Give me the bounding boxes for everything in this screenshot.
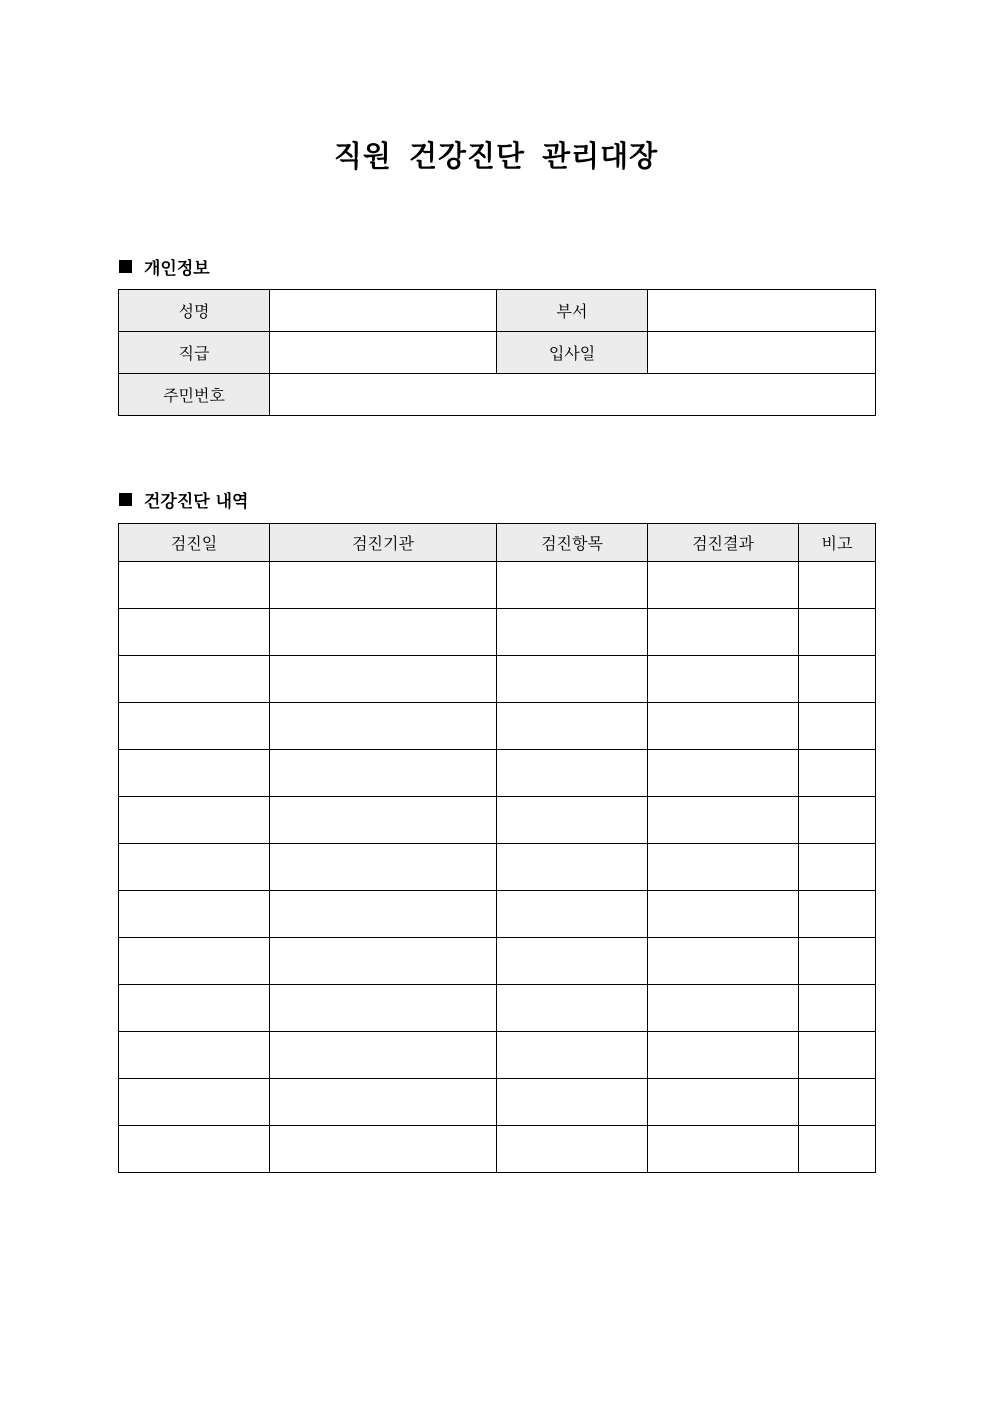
exam-date-cell[interactable] (119, 703, 270, 750)
exam-date-cell[interactable] (119, 750, 270, 797)
column-header-exam-date: 검진일 (119, 524, 270, 562)
column-header-institution: 검진기관 (270, 524, 497, 562)
square-bullet-icon (119, 493, 132, 506)
exam-items-cell[interactable] (497, 703, 648, 750)
institution-cell[interactable] (270, 609, 497, 656)
exam-result-cell[interactable] (648, 562, 799, 609)
exam-result-cell[interactable] (648, 985, 799, 1032)
resident-number-field[interactable] (270, 374, 876, 416)
exam-result-cell[interactable] (648, 938, 799, 985)
health-history-heading-label: 건강진단 내역 (144, 492, 249, 512)
exam-result-cell[interactable] (648, 703, 799, 750)
institution-cell[interactable] (270, 703, 497, 750)
remarks-cell[interactable] (799, 985, 876, 1032)
document-title: 직원 건강진단 관리대장 (333, 139, 659, 173)
exam-items-cell[interactable] (497, 656, 648, 703)
exam-date-cell[interactable] (119, 844, 270, 891)
hire-date-label: 입사일 (497, 332, 648, 374)
remarks-cell[interactable] (799, 891, 876, 938)
column-header-remarks: 비고 (799, 524, 876, 562)
exam-result-cell[interactable] (648, 656, 799, 703)
table-row (119, 844, 876, 891)
table-row (119, 1126, 876, 1173)
institution-cell[interactable] (270, 985, 497, 1032)
exam-date-cell[interactable] (119, 1126, 270, 1173)
name-field[interactable] (270, 290, 497, 332)
institution-cell[interactable] (270, 1079, 497, 1126)
column-header-exam-result: 검진결과 (648, 524, 799, 562)
institution-cell[interactable] (270, 1126, 497, 1173)
exam-result-cell[interactable] (648, 797, 799, 844)
health-history-heading (119, 487, 248, 512)
position-field[interactable] (270, 332, 497, 374)
exam-result-cell[interactable] (648, 1032, 799, 1079)
exam-items-cell[interactable] (497, 609, 648, 656)
square-bullet-icon (119, 260, 132, 273)
table-row (119, 656, 876, 703)
institution-cell[interactable] (270, 562, 497, 609)
institution-cell[interactable] (270, 844, 497, 891)
table-row (119, 1079, 876, 1126)
table-row (119, 891, 876, 938)
hire-date-field[interactable] (648, 332, 876, 374)
exam-date-cell[interactable] (119, 985, 270, 1032)
exam-items-cell[interactable] (497, 1079, 648, 1126)
exam-items-cell[interactable] (497, 1126, 648, 1173)
table-row (119, 562, 876, 609)
remarks-cell[interactable] (799, 1126, 876, 1173)
health-history-table (118, 523, 876, 1173)
position-label: 직급 (119, 332, 270, 374)
table-row (119, 703, 876, 750)
personal-info-heading (119, 254, 210, 279)
remarks-cell[interactable] (799, 656, 876, 703)
personal-info-heading-label: 개인정보 (144, 259, 210, 279)
table-row (119, 750, 876, 797)
exam-result-cell[interactable] (648, 844, 799, 891)
exam-result-cell[interactable] (648, 750, 799, 797)
department-label: 부서 (497, 290, 648, 332)
exam-items-cell[interactable] (497, 797, 648, 844)
table-row (119, 609, 876, 656)
table-row (119, 985, 876, 1032)
exam-items-cell[interactable] (497, 1032, 648, 1079)
exam-items-cell[interactable] (497, 938, 648, 985)
remarks-cell[interactable] (799, 1032, 876, 1079)
remarks-cell[interactable] (799, 844, 876, 891)
exam-items-cell[interactable] (497, 985, 648, 1032)
institution-cell[interactable] (270, 891, 497, 938)
remarks-cell[interactable] (799, 562, 876, 609)
exam-date-cell[interactable] (119, 562, 270, 609)
exam-date-cell[interactable] (119, 1079, 270, 1126)
remarks-cell[interactable] (799, 1079, 876, 1126)
personal-info-table (118, 289, 876, 416)
exam-items-cell[interactable] (497, 891, 648, 938)
table-row (119, 938, 876, 985)
exam-result-cell[interactable] (648, 1126, 799, 1173)
column-header-exam-items: 검진항목 (497, 524, 648, 562)
exam-date-cell[interactable] (119, 1032, 270, 1079)
exam-date-cell[interactable] (119, 938, 270, 985)
name-label: 성명 (119, 290, 270, 332)
remarks-cell[interactable] (799, 750, 876, 797)
exam-date-cell[interactable] (119, 797, 270, 844)
resident-number-label: 주민번호 (119, 374, 270, 416)
institution-cell[interactable] (270, 938, 497, 985)
institution-cell[interactable] (270, 750, 497, 797)
table-row (119, 797, 876, 844)
remarks-cell[interactable] (799, 797, 876, 844)
exam-date-cell[interactable] (119, 609, 270, 656)
exam-result-cell[interactable] (648, 609, 799, 656)
department-field[interactable] (648, 290, 876, 332)
institution-cell[interactable] (270, 656, 497, 703)
institution-cell[interactable] (270, 797, 497, 844)
table-row (119, 1032, 876, 1079)
exam-date-cell[interactable] (119, 891, 270, 938)
remarks-cell[interactable] (799, 938, 876, 985)
exam-items-cell[interactable] (497, 844, 648, 891)
remarks-cell[interactable] (799, 703, 876, 750)
exam-items-cell[interactable] (497, 562, 648, 609)
exam-items-cell[interactable] (497, 750, 648, 797)
institution-cell[interactable] (270, 1032, 497, 1079)
exam-result-cell[interactable] (648, 891, 799, 938)
exam-date-cell[interactable] (119, 656, 270, 703)
remarks-cell[interactable] (799, 609, 876, 656)
exam-result-cell[interactable] (648, 1079, 799, 1126)
